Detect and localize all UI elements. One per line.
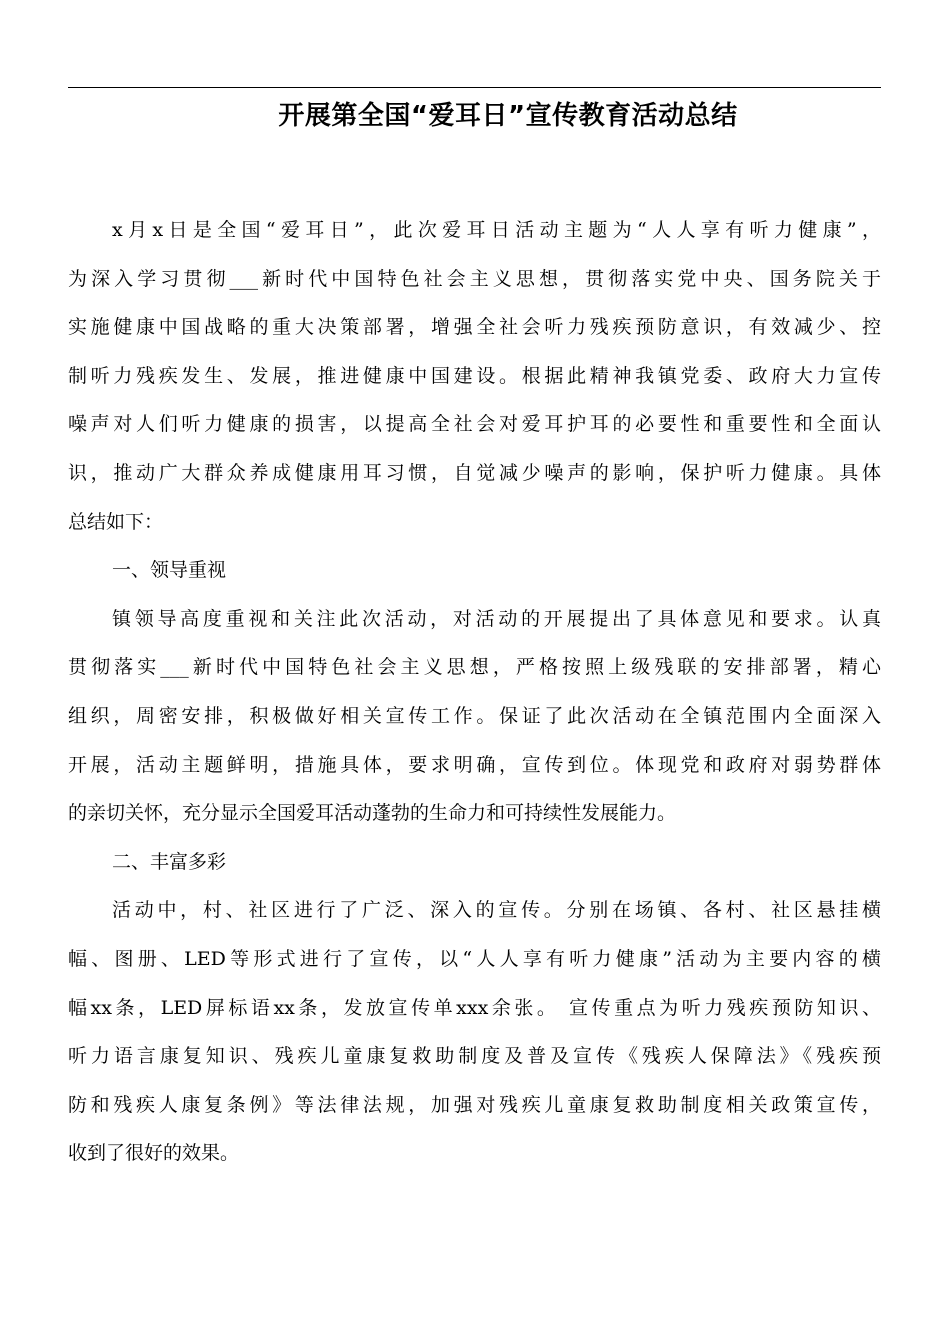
paragraph-section1-line: 组织，周密安排，积极做好相关宣传工作。保证了此次活动在全镇范围内全面深入 <box>68 704 881 727</box>
paragraph-section2-line: 活动中，村、社区进行了广泛、深入的宣传。分别在场镇、各村、社区悬挂横 <box>112 899 881 922</box>
document-title: 开展第全国“爱耳日”宣传教育活动总结 <box>278 101 738 131</box>
paragraph-intro-line: 识，推动广大群众养成健康用耳习惯，自觉减少噪声的影响，保护听力健康。具体 <box>68 461 881 484</box>
paragraph-intro-line: 噪声对人们听力健康的损害，以提高全社会对爱耳护耳的必要性和重要性和全面认 <box>68 413 881 436</box>
paragraph-intro-line: 实施健康中国战略的重大决策部署，增强全社会听力残疾预防意识，有效减少、控 <box>68 316 881 339</box>
paragraph-section2-line: 幅、图册、LED等形式进行了宣传，以“人人享有听力健康”活动为主要内容的横 <box>68 947 881 970</box>
paragraph-section1-line: 镇领导高度重视和关注此次活动，对活动的开展提出了具体意见和要求。认真 <box>112 607 881 630</box>
paragraph-section2-line: 幅xx条，LED屏标语xx条，发放宣传单xxx余张。 宣传重点为听力残疾预防知识、 <box>68 996 881 1019</box>
paragraph-section2-line: 防和残疾人康复条例》等法律法规，加强对残疾儿童康复救助制度相关政策宣传， <box>68 1093 881 1116</box>
section-heading-1: 一、领导重视 <box>112 559 227 582</box>
header-rule <box>68 87 881 88</box>
document-body <box>68 206 881 1178</box>
section-heading-2: 二、丰富多彩 <box>112 850 227 873</box>
paragraph-intro-line: 制听力残疾发生、发展，推进健康中国建设。根据此精神我镇党委、政府大力宣传 <box>68 364 881 387</box>
paragraph-section1-line: 的亲切关怀，充分显示全国爱耳活动蓬勃的生命力和可持续性发展能力。 <box>68 802 677 825</box>
paragraph-section2-line: 听力语言康复知识、残疾儿童康复救助制度及普及宣传《残疾人保障法》《残疾预 <box>68 1045 881 1068</box>
paragraph-intro-line: x月x日是全国“爱耳日”，此次爱耳日活动主题为“人人享有听力健康”， <box>112 219 881 241</box>
paragraph-section2-line: 收到了很好的效果。 <box>68 1142 240 1165</box>
paragraph-intro-line: 为深入学习贯彻___新时代中国特色社会主义思想，贯彻落实党中央、国务院关于 <box>68 267 881 290</box>
paragraph-intro-line: 总结如下： <box>68 510 164 533</box>
paragraph-section1-line: 开展，活动主题鲜明，措施具体，要求明确，宣传到位。体现党和政府对弱势群体 <box>68 753 881 776</box>
paragraph-section1-line: 贯彻落实___新时代中国特色社会主义思想，严格按照上级残联的安排部署，精心 <box>68 656 881 679</box>
